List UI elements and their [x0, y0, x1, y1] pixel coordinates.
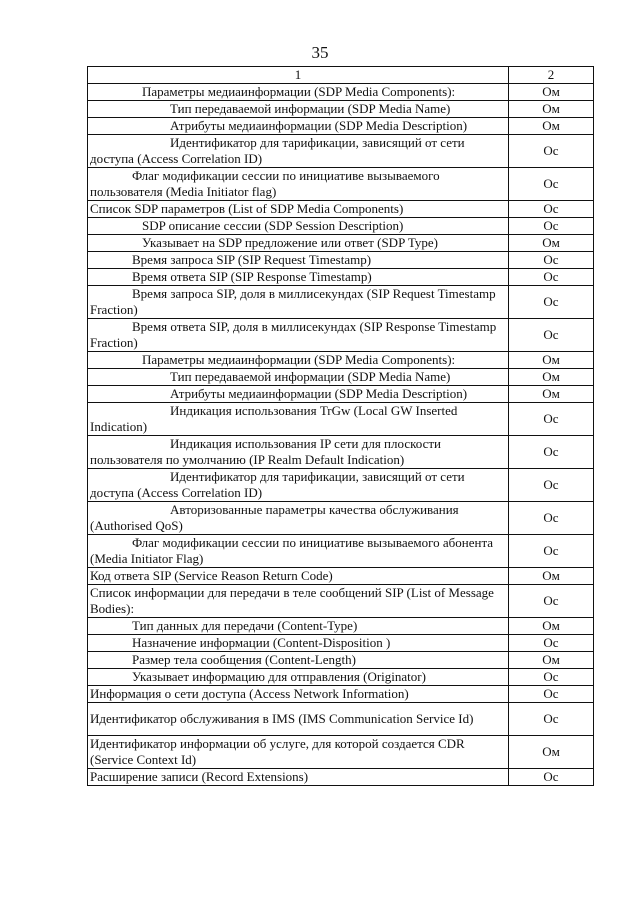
parameter-description: Тип передаваемой информации (SDP Media Name): [170, 369, 451, 384]
table-row: [88, 319, 594, 352]
requirement-code: Ос: [509, 403, 594, 436]
parameter-description: Флаг модификации сессии по инициативе вызываемого пользователя (Media Initiator flag): [90, 168, 440, 199]
requirement-code: Ос: [509, 535, 594, 568]
parameter-cell: [88, 703, 509, 736]
table-row: [88, 502, 594, 535]
requirement-code: Ом: [509, 618, 594, 635]
parameter-cell: [88, 369, 509, 386]
parameter-description: Время запроса SIP, доля в миллисекундах (SIP Request Timestamp Fraction): [90, 286, 496, 317]
parameter-description: Время ответа SIP (SIP Response Timestamp): [132, 269, 372, 284]
parameter-cell: [88, 652, 509, 669]
parameter-description: Индикация использования IP сети для плоскости пользователя по умолчанию (IP Realm Default Indication): [90, 436, 441, 467]
parameter-cell: [88, 469, 509, 502]
parameter-description: Индикация использования TrGw (Local GW Inserted Indication): [90, 403, 458, 434]
requirement-code: Ом: [509, 652, 594, 669]
requirement-code: Ом: [509, 352, 594, 369]
page-number: 35: [311, 43, 329, 62]
table-row: [88, 703, 594, 736]
parameter-description: Назначение информации (Content-Disposition ): [132, 635, 391, 650]
requirement-code: Ос: [509, 686, 594, 703]
parameter-description: Флаг модификации сессии по инициативе вызываемого абонента (Media Initiator Flag): [90, 535, 494, 566]
requirement-code: Ом: [509, 568, 594, 585]
requirement-code: Ос: [509, 168, 594, 201]
table-row: [88, 585, 594, 618]
parameter-cell: [88, 218, 509, 235]
table-row: [88, 686, 594, 703]
requirement-code: Ом: [509, 84, 594, 101]
parameter-cell: [88, 436, 509, 469]
parameter-description: Авторизованные параметры качества обслуживания (Authorised QoS): [90, 502, 459, 533]
requirement-code: Ом: [509, 736, 594, 769]
parameter-description: Список SDP параметров (List of SDP Media Components): [90, 201, 404, 216]
requirement-code: Ос: [509, 201, 594, 218]
parameter-cell: [88, 535, 509, 568]
table-row: [88, 135, 594, 168]
table-row: [88, 101, 594, 118]
parameter-cell: [88, 269, 509, 286]
parameter-cell: [88, 168, 509, 201]
spec-table: [87, 66, 594, 786]
parameter-description: Идентификатор для тарификации, зависящий от сети доступа (Access Correlation ID): [90, 469, 465, 500]
requirement-code: Ом: [509, 118, 594, 135]
parameter-cell: [88, 686, 509, 703]
parameter-description: Атрибуты медиаинформации (SDP Media Description): [170, 386, 468, 401]
table-row: [88, 436, 594, 469]
parameter-cell: [88, 286, 509, 319]
parameter-cell: [88, 635, 509, 652]
table-row: [88, 635, 594, 652]
requirement-code: Ос: [509, 469, 594, 502]
parameter-cell: [88, 403, 509, 436]
table-header-row: [88, 67, 594, 84]
table-row: [88, 568, 594, 585]
requirement-code: Ос: [509, 252, 594, 269]
parameter-cell: [88, 84, 509, 101]
parameter-cell: [88, 135, 509, 168]
table-row: [88, 168, 594, 201]
parameter-description: Тип передаваемой информации (SDP Media Name): [170, 101, 451, 116]
requirement-code: Ос: [509, 319, 594, 352]
parameter-cell: [88, 252, 509, 269]
requirement-code: Ос: [509, 135, 594, 168]
requirement-code: Ос: [509, 286, 594, 319]
requirement-code: Ом: [509, 386, 594, 403]
table-row: [88, 118, 594, 135]
parameter-description: Атрибуты медиаинформации (SDP Media Description): [170, 118, 468, 133]
parameter-cell: [88, 618, 509, 635]
parameter-description: SDP описание сессии (SDP Session Description): [142, 218, 404, 233]
parameter-description: Список информации для передачи в теле сообщений SIP (List of Message Bodies):: [90, 585, 494, 616]
requirement-code: Ом: [509, 369, 594, 386]
parameter-description: Параметры медиаинформации (SDP Media Components):: [142, 84, 456, 99]
table-row: [88, 218, 594, 235]
table-row: [88, 352, 594, 369]
table-row: [88, 201, 594, 218]
parameter-cell: [88, 319, 509, 352]
parameter-description: Указывает информацию для отправления (Originator): [132, 669, 426, 684]
parameter-cell: [88, 568, 509, 585]
requirement-code: Ос: [509, 436, 594, 469]
parameter-cell: [88, 101, 509, 118]
requirement-code: Ос: [509, 269, 594, 286]
parameter-cell: [88, 502, 509, 535]
parameter-cell: [88, 386, 509, 403]
table-row: [88, 84, 594, 101]
table-row: [88, 652, 594, 669]
table-row: [88, 769, 594, 786]
table-row: [88, 252, 594, 269]
requirement-code: Ос: [509, 669, 594, 686]
table-row: [88, 535, 594, 568]
parameter-description: Идентификатор для тарификации, зависящий от сети доступа (Access Correlation ID): [90, 135, 465, 166]
parameter-cell: [88, 235, 509, 252]
parameter-cell: [88, 585, 509, 618]
parameter-cell: [88, 352, 509, 369]
requirement-code: Ом: [509, 101, 594, 118]
table-row: [88, 269, 594, 286]
parameter-cell: [88, 669, 509, 686]
requirement-code: Ос: [509, 585, 594, 618]
parameter-description: Код ответа SIP (Service Reason Return Code): [90, 568, 333, 583]
parameter-description: Тип данных для передачи (Content-Type): [132, 618, 358, 633]
parameter-description: Указывает на SDP предложение или ответ (SDP Type): [142, 235, 438, 250]
table-row: [88, 403, 594, 436]
requirement-code: Ос: [509, 635, 594, 652]
parameter-cell: [88, 118, 509, 135]
table-row: [88, 386, 594, 403]
parameter-cell: [88, 201, 509, 218]
requirement-code: Ос: [509, 502, 594, 535]
table-row: [88, 469, 594, 502]
table-row: [88, 235, 594, 252]
parameter-description: Параметры медиаинформации (SDP Media Components):: [142, 352, 456, 367]
parameter-description: Расширение записи (Record Extensions): [90, 769, 309, 784]
table-row: [88, 736, 594, 769]
requirement-code: Ос: [509, 703, 594, 736]
requirement-code: Ом: [509, 235, 594, 252]
parameter-description: Время запроса SIP (SIP Request Timestamp): [132, 252, 372, 267]
parameter-description: Идентификатор информации об услуге, для которой создается CDR (Service Context Id): [90, 736, 465, 767]
requirement-code: Ос: [509, 218, 594, 235]
column-header-1: 1: [88, 67, 509, 84]
parameter-description: Идентификатор обслуживания в IMS (IMS Communication Service Id): [90, 711, 474, 726]
requirement-code: Ос: [509, 769, 594, 786]
parameter-description: Размер тела сообщения (Content-Length): [132, 652, 356, 667]
table-row: [88, 669, 594, 686]
table-row: [88, 618, 594, 635]
parameter-cell: [88, 769, 509, 786]
table-row: [88, 286, 594, 319]
parameter-description: Время ответа SIP, доля в миллисекундах (SIP Response Timestamp Fraction): [90, 319, 497, 350]
parameter-cell: [88, 736, 509, 769]
parameter-description: Информация о сети доступа (Access Network Information): [90, 686, 409, 701]
table-body: [88, 84, 594, 786]
column-header-2: 2: [509, 67, 594, 84]
table-row: [88, 369, 594, 386]
